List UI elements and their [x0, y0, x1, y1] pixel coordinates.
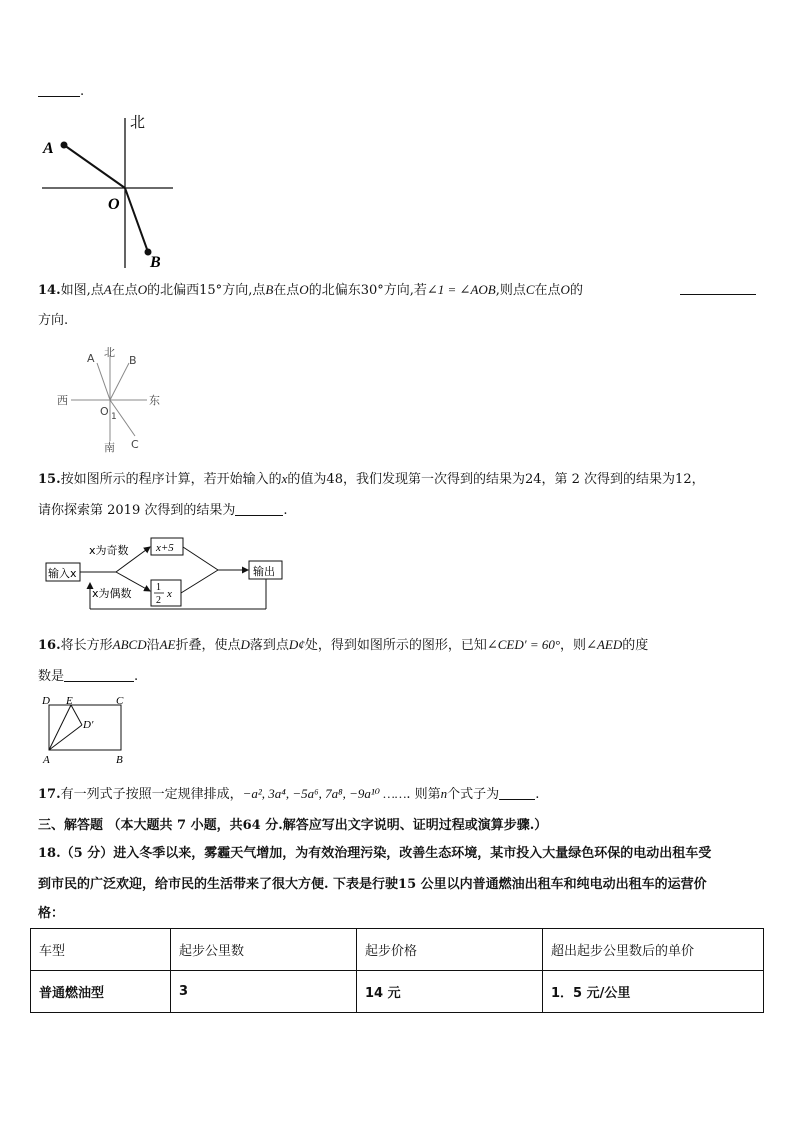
fare-table [30, 928, 764, 1013]
label-a: A [87, 352, 95, 365]
q18-line2: 到市民的广泛欢迎，给市民的生活带来了很大方便. 下表是行驶15 公里以内普通燃油出租车和纯电动出租车的运营价 [38, 877, 707, 892]
q16-line1: 16.将长方形ABCD沿AE折叠，使点D落到点D¢处，得到如图所示的图形，已知∠CED′ = 60°，则∠AED的度 [38, 637, 649, 653]
label-even: x为偶数 [92, 587, 132, 600]
label-b: B [116, 754, 123, 766]
figure-13-direction-diagram [38, 108, 183, 273]
label-b: B [150, 254, 161, 271]
label-d-prime: D′ [83, 719, 94, 731]
label-o: O [100, 405, 109, 418]
label-d: D [42, 695, 50, 707]
plus5-label: x+5 [156, 542, 174, 554]
header-cell: 车型 [31, 929, 171, 971]
table-cell: 3 [171, 971, 357, 1013]
label-east: 东 [149, 394, 160, 407]
point-a [61, 142, 68, 149]
header-cell: 超出起步公里数后的单价 [543, 929, 764, 971]
q14-line2: 方向. [38, 313, 69, 328]
answer-blank [499, 785, 535, 800]
q17-line: 17.有一列式子按照一定规律排成，−a², 3a⁴, −5a⁶, 7a⁸, −9a¹⁰ ……. 则第n个式子为 . [38, 786, 540, 802]
q16-line2: 数是 . [38, 669, 139, 684]
q18-line3: 格： [38, 906, 65, 921]
answer-blank [235, 501, 283, 516]
table-cell: 14 元 [357, 971, 543, 1013]
label-north: 北 [104, 346, 115, 359]
table-cell: 普通燃油型 [31, 971, 171, 1013]
segment-ed-prime [71, 705, 82, 725]
label-west: 西 [57, 394, 68, 407]
q15-line1: 15.按如图所示的程序计算，若开始输入的x的值为48，我们发现第一次得到的结果为24，第 2 次得到的结果为12， [38, 471, 705, 487]
table-row [31, 971, 764, 1013]
merge-from-odd [183, 547, 218, 570]
half-numerator: 1 [156, 582, 161, 593]
table-cell: 1．5 元/公里 [543, 971, 764, 1013]
label-a: A [43, 754, 50, 766]
output-label: 输出 [253, 565, 275, 578]
figure-15-flowchart [38, 533, 288, 615]
q18-line1: 18.（5 分）进入冬季以来，雾霾天气增加，为有效治理污染，改善生态环境，某市投入大量绿色环保的电动出租车受 [38, 846, 712, 861]
section-3-heading: 三、解答题 （本大题共 7 小题，共64 分.解答应写出文字说明、证明过程或演算步骤.） [38, 818, 548, 833]
ray-ob [110, 363, 129, 400]
half-x: x [167, 588, 172, 600]
merge-from-even [181, 570, 218, 593]
label-c: C [131, 438, 139, 451]
header-cell: 起步公里数 [171, 929, 357, 971]
half-denominator: 2 [156, 595, 161, 606]
fold-line-ae [49, 705, 71, 750]
header-cell: 起步价格 [357, 929, 543, 971]
figure-16-folded-rectangle [38, 693, 138, 767]
figure-14-compass-diagram [55, 345, 170, 455]
q14-line1: 14.如图,点A在点O的北偏西15°方向,点B在点O的北偏东30°方向,若∠1 = ∠AOB,则点C在点O的 [38, 282, 583, 298]
q13-answer-line: . [38, 82, 84, 101]
label-odd: x为奇数 [89, 544, 129, 557]
label-o: O [108, 196, 120, 213]
label-e: E [66, 695, 73, 707]
label-a: A [43, 140, 54, 157]
segment-ad-prime [49, 725, 82, 750]
q14-answer-blank [680, 294, 756, 295]
ray-oa [64, 145, 125, 188]
answer-blank [64, 667, 134, 682]
input-label: 输入x [48, 567, 77, 580]
q15-line2: 请你探索第 2019 次得到的结果为 . [38, 503, 288, 518]
label-north: 北 [130, 113, 146, 131]
ray-ob [125, 188, 148, 252]
answer-blank [38, 82, 80, 97]
ray-oa [97, 363, 110, 400]
label-b: B [129, 354, 137, 367]
label-angle-1: 1 [111, 412, 117, 422]
label-south: 南 [104, 441, 115, 454]
label-c: C [116, 695, 124, 707]
table-header-row [31, 929, 764, 971]
